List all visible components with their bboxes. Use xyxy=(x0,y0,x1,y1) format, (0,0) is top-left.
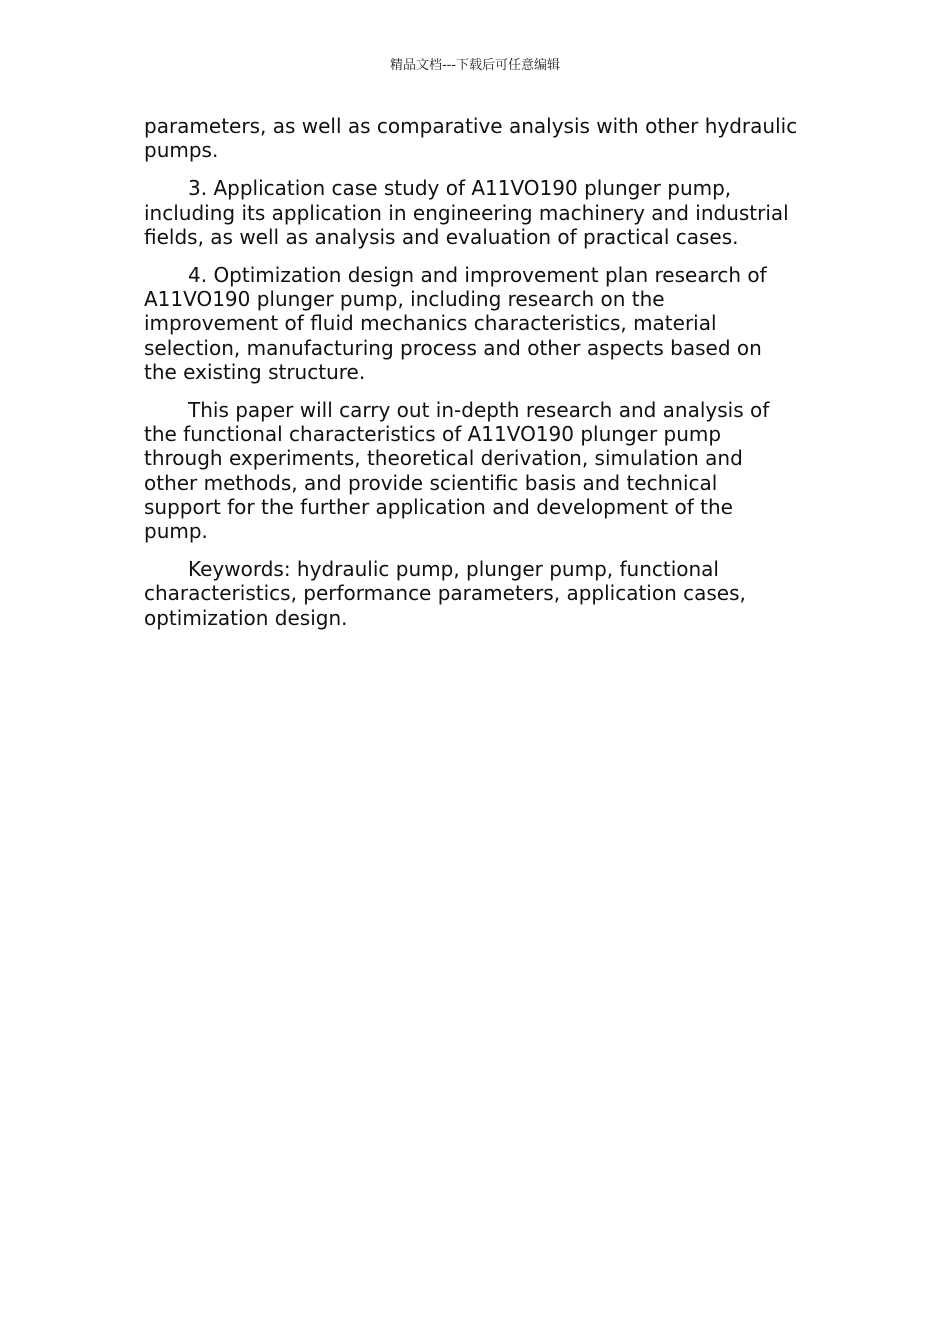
paragraph-item-3: 3. Application case study of A11VO190 plunger pump, including its application in engineering machinery and industrial fields, as well as analysis and evaluation of practical cases. xyxy=(144,176,789,249)
paragraph-summary: This paper will carry out in-depth research and analysis of the functional characteristics of A11VO190 plunger pump through experiments, theoretical derivation, simulation and other methods, and provide scientific basis and technical support for the further application and development of the pump. xyxy=(144,398,770,544)
paragraph-item-4: 4. Optimization design and improvement plan research of A11VO190 plunger pump, including research on the improvement of fluid mechanics characteristics, material selection, manufacturing process and other aspects based on the existing structure. xyxy=(144,263,767,384)
paragraph-continuation: parameters, as well as comparative analysis with other hydraulic pumps. xyxy=(144,114,798,163)
paragraph-keywords: Keywords: hydraulic pump, plunger pump, functional characteristics, performance parameters, application cases, optimization design. xyxy=(144,557,746,630)
document-body xyxy=(144,114,799,644)
running-header: 精品文档---下载后可任意编辑 xyxy=(389,58,561,73)
